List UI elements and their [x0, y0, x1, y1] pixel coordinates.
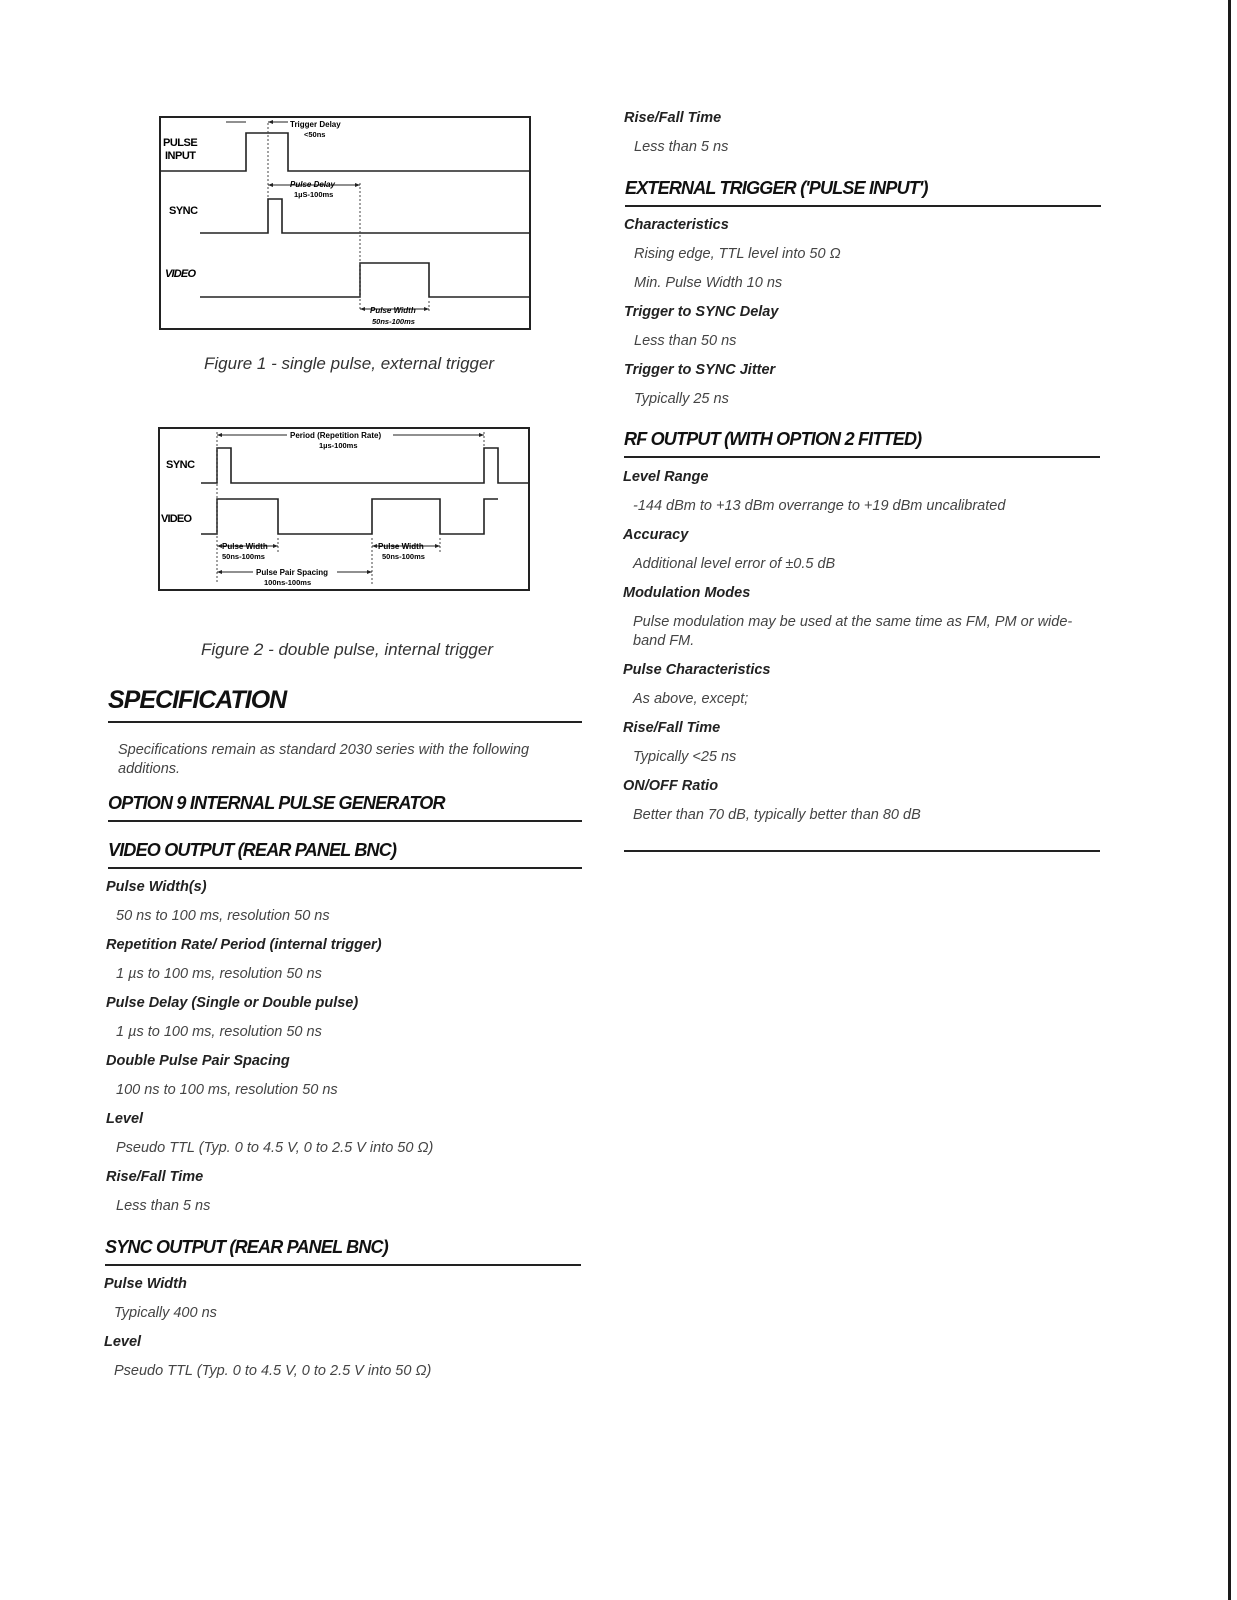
fig2-period-value: 1µs-100ms: [319, 441, 358, 450]
spec-label: Characteristics: [624, 217, 729, 233]
spec-label: Pulse Characteristics: [623, 662, 771, 678]
video-output-section: [108, 840, 582, 869]
spec-item: [106, 878, 582, 907]
fig2-label-sync: SYNC: [166, 459, 195, 471]
spec-value: Pseudo TTL (Typ. 0 to 4.5 V, 0 to 2.5 V into 50 Ω): [116, 1140, 434, 1156]
fig2-pulse-width-2-value: 50ns-100ms: [382, 552, 425, 561]
spec-label: Pulse Width: [104, 1276, 187, 1292]
spec-value: 50 ns to 100 ms, resolution 50 ns: [116, 908, 330, 924]
spec-label: Repetition Rate/ Period (internal trigger): [106, 937, 382, 953]
spec-value: Typically <25 ns: [633, 749, 737, 765]
specification-section: [108, 686, 582, 779]
spec-item: [106, 994, 582, 1023]
spec-label: Accuracy: [623, 527, 689, 543]
fig1-label-video: VIDEO: [165, 268, 196, 280]
fig1-pulse-width-value: 50ns-100ms: [372, 317, 415, 326]
fig1-label-input: INPUT: [165, 150, 196, 162]
spec-item: [104, 1333, 582, 1362]
spec-label: Trigger to SYNC Jitter: [624, 362, 776, 378]
spec-item: [106, 1110, 582, 1139]
spec-label: Pulse Delay (Single or Double pulse): [106, 995, 359, 1011]
figure-1-svg: [158, 115, 534, 335]
spec-label: Rise/Fall Time: [623, 720, 721, 736]
spec-item: [624, 361, 1100, 390]
fig1-label-sync: SYNC: [169, 205, 198, 217]
rf-output-specs: [623, 468, 1099, 835]
spec-value: Rising edge, TTL level into 50 Ω: [634, 246, 841, 262]
fig1-trigger-delay: Trigger Delay: [290, 120, 341, 129]
spec-value: Pulse modulation may be used at the same time as FM, PM or wide-band FM.: [633, 614, 1073, 649]
fig2-label-video: VIDEO: [161, 513, 192, 525]
spec-value: Pseudo TTL (Typ. 0 to 4.5 V, 0 to 2.5 V into 50 Ω): [114, 1363, 432, 1379]
spec-item: [106, 1168, 582, 1197]
spec-label: Double Pulse Pair Spacing: [106, 1053, 290, 1069]
specification-title: SPECIFICATION: [108, 686, 582, 723]
figure-2-svg: [157, 426, 533, 594]
spec-item: [623, 777, 1099, 806]
spec-label: Rise/Fall Time: [624, 110, 722, 126]
spec-value: -144 dBm to +13 dBm overrange to +19 dBm uncalibrated: [633, 498, 1006, 514]
external-trigger-title: EXTERNAL TRIGGER ('PULSE INPUT'): [625, 178, 1101, 207]
fig2-period: Period (Repetition Rate): [290, 431, 382, 440]
spec-label: Level Range: [623, 469, 709, 485]
spec-value: 1 µs to 100 ms, resolution 50 ns: [116, 1024, 322, 1040]
option9-section: [108, 793, 582, 822]
fig1-pulse-delay-value: 1µS-100ms: [294, 190, 334, 199]
spec-item: [623, 468, 1099, 497]
right-top-specs: [624, 109, 1100, 167]
spec-item: [104, 1275, 582, 1304]
sync-output-title: SYNC OUTPUT (REAR PANEL BNC): [105, 1237, 581, 1266]
fig1-label-pulse: PULSE: [163, 137, 198, 149]
spec-item: [623, 719, 1099, 748]
spec-item: [624, 303, 1100, 332]
fig1-trigger-delay-value: <50ns: [304, 130, 326, 139]
fig1-pulse-delay: Pulse Delay: [290, 180, 335, 189]
figure-1-timing-diagram: [158, 115, 534, 335]
spec-label: Rise/Fall Time: [106, 1169, 204, 1185]
rf-output-title: RF OUTPUT (WITH OPTION 2 FITTED): [624, 429, 1100, 458]
spec-value: Additional level error of ±0.5 dB: [633, 556, 836, 572]
figure-2-timing-diagram: [157, 426, 533, 594]
spec-item: [624, 216, 1100, 245]
spec-value: As above, except;: [633, 691, 749, 707]
spec-value: Less than 50 ns: [634, 333, 737, 349]
spec-value: 100 ns to 100 ms, resolution 50 ns: [116, 1082, 338, 1098]
spec-label: Pulse Width(s): [106, 879, 207, 895]
spec-item: [106, 936, 582, 965]
closing-rule: [624, 850, 1100, 852]
spec-label: Modulation Modes: [623, 585, 751, 601]
fig1-pulse-width: Pulse Width: [370, 306, 416, 315]
spec-value: Min. Pulse Width 10 ns: [634, 275, 783, 291]
fig2-pulse-width-1-value: 50ns-100ms: [222, 552, 265, 561]
external-trigger-specs: [624, 216, 1100, 419]
specification-intro: Specifications remain as standard 2030 series with the following additions.: [118, 742, 530, 777]
spec-item: [106, 1052, 582, 1081]
spec-item: [623, 584, 1099, 613]
spec-label: Trigger to SYNC Delay: [624, 304, 779, 320]
fig2-pulse-width-1: Pulse Width: [222, 542, 268, 551]
spec-value: Typically 400 ns: [114, 1305, 217, 1321]
rf-output-section: [624, 429, 1100, 458]
fig2-pulse-width-2: Pulse Width: [378, 542, 424, 551]
figure-2-caption: Figure 2 - double pulse, internal trigger: [201, 640, 493, 659]
video-output-specs: [106, 878, 582, 1226]
page-edge: [1228, 0, 1231, 1600]
sync-output-specs: [104, 1275, 582, 1391]
sync-output-section: [105, 1237, 581, 1266]
spec-value: 1 µs to 100 ms, resolution 50 ns: [116, 966, 322, 982]
spec-item: [623, 526, 1099, 555]
spec-label: Level: [106, 1111, 144, 1127]
spec-value: Less than 5 ns: [634, 139, 729, 155]
figure-1-caption: Figure 1 - single pulse, external trigger: [204, 354, 495, 373]
spec-value: Better than 70 dB, typically better than 80 dB: [633, 807, 921, 823]
external-trigger-section: [625, 178, 1101, 207]
fig2-pair-spacing-value: 100ns-100ms: [264, 578, 312, 587]
fig2-pair-spacing: Pulse Pair Spacing: [256, 568, 329, 577]
video-output-title: VIDEO OUTPUT (REAR PANEL BNC): [108, 840, 582, 869]
spec-value: Less than 5 ns: [116, 1198, 211, 1214]
spec-value: Typically 25 ns: [634, 391, 729, 407]
spec-item: [624, 109, 1100, 138]
spec-item: [623, 661, 1099, 690]
option9-title: OPTION 9 INTERNAL PULSE GENERATOR: [108, 793, 582, 822]
spec-label: Level: [104, 1334, 142, 1350]
spec-label: ON/OFF Ratio: [623, 778, 719, 794]
